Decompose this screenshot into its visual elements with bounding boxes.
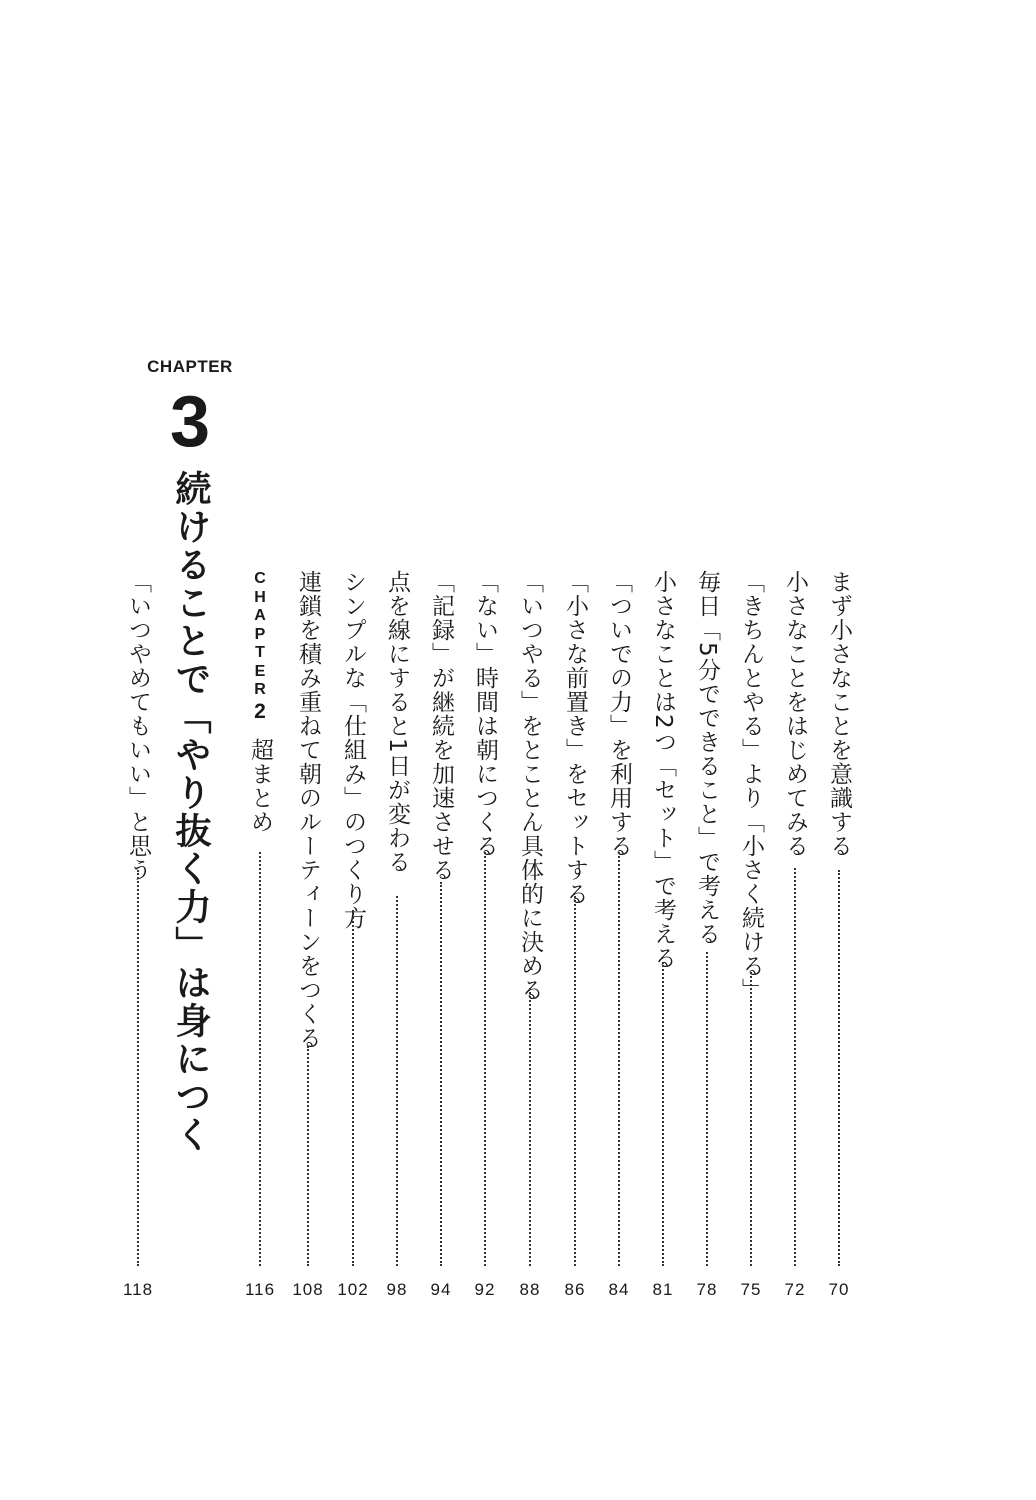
chapter-letter: R [254, 681, 266, 698]
dot-leader [352, 910, 354, 1266]
page-number: 92 [474, 1280, 496, 1299]
dot-leader [440, 882, 442, 1266]
page-number: 88 [519, 1280, 541, 1299]
dot-leader [794, 868, 796, 1266]
page-number: 102 [337, 1280, 369, 1299]
page-number: 84 [608, 1280, 630, 1299]
dot-leader [529, 988, 531, 1266]
toc-entry[interactable] [382, 570, 412, 1300]
entry-title: 「記録」が継続を加速させる [428, 570, 454, 882]
dot-leader [662, 962, 664, 1266]
chapter2-summary-entry[interactable] [245, 570, 275, 1300]
entry-title: まず小さなことを意識する [826, 570, 852, 858]
page-number: 81 [652, 1280, 674, 1299]
entry-title: 「いつやる」をとことん具体的に決める [517, 570, 543, 1002]
dot-leader [307, 1046, 309, 1266]
entry-title: 「きちんとやる」より「小さく続ける」 [738, 570, 764, 1002]
entry-title: 小さなことは2つ「セット」で考える [650, 570, 676, 970]
toc-entry[interactable] [426, 570, 456, 1300]
dot-leader [706, 952, 708, 1266]
page-number: 98 [386, 1280, 408, 1299]
chapter2-number: 2 [254, 699, 266, 723]
toc-entry[interactable] [123, 570, 153, 1300]
entry-title: 「いつやめてもいい」と思う [125, 570, 151, 882]
toc-entry[interactable] [515, 570, 545, 1300]
toc-entry[interactable] [560, 570, 590, 1300]
toc-entry[interactable] [293, 570, 323, 1300]
page-number: 78 [696, 1280, 718, 1299]
page-number: 94 [430, 1280, 452, 1299]
page-number: 72 [784, 1280, 806, 1299]
toc-entry[interactable] [338, 570, 368, 1300]
page-number: 86 [564, 1280, 586, 1299]
page-number: 116 [244, 1280, 276, 1299]
dot-leader [137, 870, 139, 1266]
dot-leader [484, 852, 486, 1266]
entry-title: シンプルな「仕組み」のつくり方 [340, 570, 366, 930]
page-number: 118 [122, 1280, 154, 1299]
dot-leader [574, 896, 576, 1266]
dot-leader [750, 972, 752, 1266]
chapter3-number: 3 [169, 382, 211, 462]
toc-entry[interactable] [780, 570, 810, 1300]
toc-entry[interactable] [692, 570, 722, 1300]
toc-entry[interactable] [470, 570, 500, 1300]
chapter3-title: 続けることで「やり抜く力」は身につく [170, 470, 211, 1154]
toc-entry[interactable] [736, 570, 766, 1300]
toc-entry[interactable] [604, 570, 634, 1300]
dot-leader [838, 870, 840, 1266]
dot-leader [618, 852, 620, 1266]
toc-entry[interactable] [648, 570, 678, 1300]
chapter-letter: E [254, 662, 266, 680]
page-number: 70 [828, 1280, 850, 1299]
chapter-letter: A [254, 607, 266, 624]
chapter-letter: T [255, 644, 265, 661]
dot-leader [259, 852, 261, 1266]
chapter-letter: P [254, 625, 266, 643]
entry-title: 「小さな前置き」をセットする [562, 570, 588, 906]
entry-title: 「ない」時間は朝につくる [472, 570, 498, 858]
entry-title: 連鎖を積み重ねて朝のルーティーンをつくる [295, 570, 321, 1050]
page-number: 75 [740, 1280, 762, 1299]
page-number: 108 [292, 1280, 324, 1299]
chapter3-label: CHAPTER [147, 357, 233, 376]
toc-entry[interactable] [824, 570, 854, 1300]
chapter2-summary-title: 超まとめ [247, 738, 273, 834]
entry-title: 毎日「5分でできること」で考える [694, 570, 720, 946]
chapter2-label [245, 570, 275, 724]
entry-title: 「ついでの力」を利用する [606, 570, 632, 858]
chapter-letter: C [254, 570, 266, 587]
dot-leader [396, 896, 398, 1266]
entry-title: 小さなことをはじめてみる [782, 570, 808, 858]
chapter-letter: H [254, 588, 266, 606]
entry-title: 点を線にすると1日が変わる [384, 570, 410, 874]
